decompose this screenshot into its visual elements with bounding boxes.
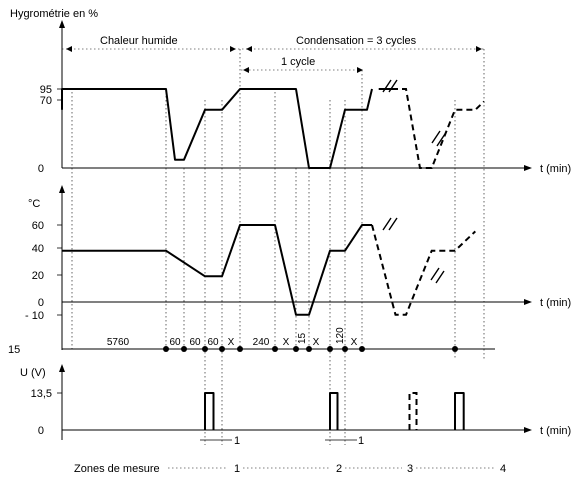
voltage-pulses bbox=[205, 393, 464, 430]
voltage-pulse bbox=[205, 393, 214, 430]
duration-label: X bbox=[282, 337, 290, 348]
duration-label: 15 bbox=[297, 332, 308, 344]
voltage-tick-label: 13,5 bbox=[30, 388, 52, 400]
hygrometry-y-label: Hygrométrie en % bbox=[10, 8, 99, 20]
duration-label: 60 bbox=[189, 337, 201, 348]
bracket-arrow bbox=[246, 46, 252, 52]
hygrometry-line bbox=[62, 89, 372, 168]
bracket-arrow bbox=[476, 46, 482, 52]
temperature-tick-label: 20 bbox=[31, 270, 44, 282]
temperature-line-dashed bbox=[372, 225, 475, 315]
temperature-x-arrow bbox=[524, 299, 532, 305]
hygrometry-tick-label: 95 bbox=[39, 84, 52, 96]
zone-item: 2 bbox=[336, 463, 343, 475]
duration-label: X bbox=[312, 337, 320, 348]
temperature-panel bbox=[8, 185, 571, 356]
voltage-x-label: t (min) bbox=[540, 425, 572, 437]
temperature-y-label: °C bbox=[28, 198, 41, 210]
hygrometry-line-dashed bbox=[392, 89, 484, 168]
voltage-pulse-dashed bbox=[410, 393, 417, 430]
phase-label-condensation: Condensation = 3 cycles bbox=[296, 35, 417, 47]
hygrometry-panel bbox=[10, 8, 571, 175]
duration-label: 5760 bbox=[106, 337, 130, 348]
duration-label: X bbox=[350, 337, 358, 348]
temperature-tick-label: 0 bbox=[37, 297, 44, 309]
phase-label-humid-heat: Chaleur humide bbox=[100, 35, 178, 47]
temperature-y-arrow bbox=[59, 185, 65, 193]
voltage-panel bbox=[20, 364, 571, 447]
hygrometry-curve bbox=[62, 89, 484, 168]
duration-label: 60 bbox=[169, 337, 181, 348]
temperature-tick-label: 60 bbox=[31, 220, 44, 232]
temperature-curve bbox=[62, 225, 475, 315]
zones-label: Zones de mesure bbox=[74, 463, 160, 475]
hygrometry-x-label: t (min) bbox=[540, 163, 572, 175]
bracket-arrow bbox=[230, 46, 236, 52]
duration-label: 60 bbox=[207, 337, 219, 348]
temperature-tick-label: - 10 bbox=[25, 310, 44, 322]
zone-item: 3 bbox=[407, 463, 414, 475]
pulse-width-label: 1 bbox=[234, 435, 241, 447]
bracket-arrow bbox=[243, 67, 249, 73]
guide-lines bbox=[72, 49, 484, 445]
axis-break-mark bbox=[436, 271, 444, 283]
temperature-line bbox=[62, 225, 372, 315]
duration-label: X bbox=[227, 337, 235, 348]
cycle-label: 1 cycle bbox=[281, 56, 316, 68]
voltage-tick-label: 0 bbox=[37, 425, 44, 437]
voltage-pulse bbox=[455, 393, 464, 430]
hygrometry-tick-label: 70 bbox=[39, 95, 52, 107]
measurement-zones bbox=[74, 463, 506, 475]
duration-row bbox=[107, 327, 458, 352]
bracket-arrow bbox=[66, 46, 72, 52]
voltage-pulse bbox=[330, 393, 338, 430]
voltage-x-arrow bbox=[524, 427, 532, 433]
axis-break-mark bbox=[432, 131, 440, 143]
voltage-y-label: U (V) bbox=[20, 367, 46, 379]
axis-break-mark bbox=[431, 268, 439, 280]
zone-item: 1 bbox=[234, 463, 241, 475]
hygrometry-y-arrow bbox=[59, 20, 65, 28]
hygrometry-x-arrow bbox=[524, 165, 532, 171]
duration-row-label: 15 bbox=[8, 344, 21, 356]
duration-label: 120 bbox=[335, 327, 346, 344]
hygrometry-tick-label: 0 bbox=[37, 163, 44, 175]
zone-item: 4 bbox=[500, 463, 507, 475]
temperature-x-label: t (min) bbox=[540, 297, 572, 309]
pulse-width-label: 1 bbox=[358, 435, 365, 447]
temperature-tick-label: 40 bbox=[31, 243, 44, 255]
voltage-y-arrow bbox=[59, 364, 65, 372]
duration-label: 240 bbox=[252, 337, 270, 348]
